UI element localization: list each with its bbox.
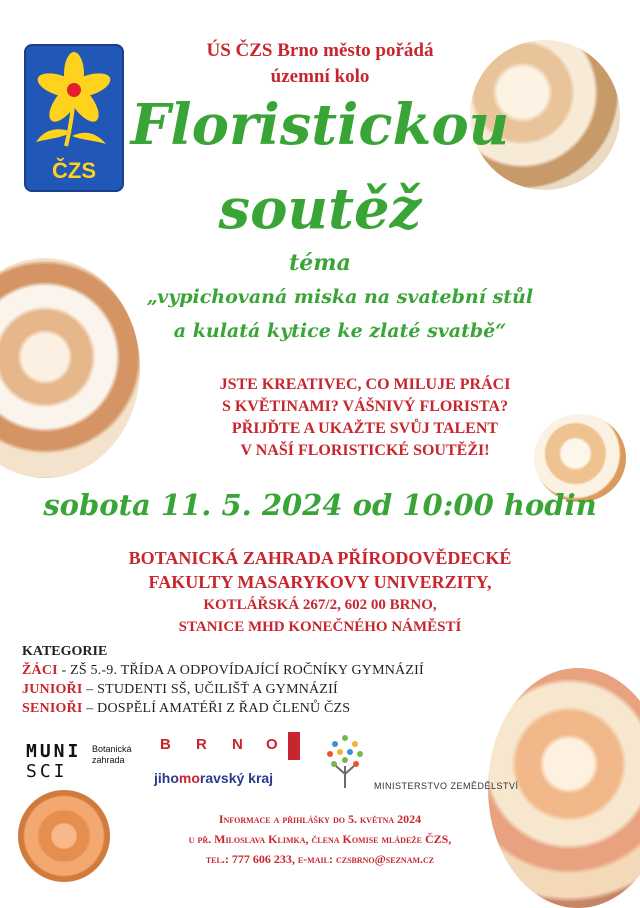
brno-letter: N (232, 736, 243, 753)
czs-logo (24, 44, 124, 192)
venue-line4: STANICE MHD KONEČNÉHO NÁMĚSTÍ (178, 619, 462, 635)
main-title-line2: soutěž (218, 176, 422, 242)
brno-red-bar (288, 732, 300, 760)
zahrada-text: zahrada (92, 755, 125, 765)
category-name: JUNIOŘI (22, 682, 83, 697)
round-line: územní kolo (270, 66, 370, 87)
venue-line3: KOTLÁŘSKÁ 267/2, 602 00 BRNO, (203, 597, 437, 613)
bouquet-bottom-left (18, 790, 110, 882)
theme-label: téma (289, 250, 351, 276)
footer-line1: Informace a přihlášky do 5. května 2024 (218, 812, 422, 826)
category-seniori (22, 701, 350, 717)
organizer-line: ÚS ČZS Brno město pořádá (206, 40, 434, 61)
main-title-line1: Floristickou (130, 92, 510, 158)
categories-heading: KATEGORIE (22, 644, 108, 659)
invite-line1: JSTE KREATIVEC, CO MILUJE PRÁCI (219, 376, 511, 393)
muni-text: MUNI (26, 741, 82, 762)
brno-logo (160, 732, 300, 760)
category-juniori (22, 682, 338, 698)
invite-line3: PŘIJĎTE A UKAŽTE SVŮJ TALENT (231, 420, 499, 437)
jiho-text: jiho (154, 770, 179, 786)
daffodil-icon (26, 46, 122, 156)
jihomoravsky-kraj-logo (154, 770, 273, 786)
category-desc: – DOSPĚLÍ AMATÉŘI Z ŘAD ČLENŮ ČZS (82, 701, 351, 716)
theme-line1: „vypichovaná miska na svatební stůl (146, 286, 534, 308)
ravsky-kraj-text: ravský kraj (199, 770, 274, 786)
brno-letter: O (266, 736, 278, 753)
category-desc: - ZŠ 5.-9. TŘÍDA A ODPOVÍDAJÍCÍ ROČNÍKY GYMNÁZIÍ (57, 663, 424, 678)
brno-letter: B (160, 736, 171, 753)
footer-line2: u př. Miloslava Klimka, člena Komise mládeže ČZS, (188, 832, 452, 846)
category-desc: – STUDENTI SŠ, UČILIŠŤ A GYMNÁZIÍ (82, 682, 338, 697)
botanicka-text: Botanická (92, 744, 132, 754)
theme-line2: a kulatá kytice ke zlaté svatbě“ (173, 320, 507, 342)
botanicka-zahrada-label (92, 744, 132, 766)
category-name: ŽÁCI (22, 663, 58, 678)
muni-sci-logo (26, 742, 81, 782)
invite-line4: V NAŠÍ FLORISTICKÉ SOUTĚŽI! (240, 442, 490, 459)
event-date: sobota 11. 5. 2024 od 10:00 hodin (43, 488, 597, 522)
category-zaci (22, 663, 424, 679)
ministry-label: MINISTERSTVO ZEMĚDĚLSTVÍ (374, 781, 519, 791)
venue-line2: FAKULTY MASARYKOVY UNIVERZITY, (148, 572, 492, 592)
logo-text: ČZS (52, 158, 96, 183)
ministry-tree-icon (320, 730, 370, 792)
venue-line1: BOTANICKÁ ZAHRADA PŘÍRODOVĚDECKÉ (128, 548, 512, 568)
brno-letter: R (196, 736, 207, 753)
category-name: SENIOŘI (22, 701, 83, 716)
mo-text: mo (178, 770, 200, 786)
footer-line3: tel.: 777 606 233, e-mail: czsbrno@seznam.cz (205, 852, 435, 866)
invite-line2: S KVĚTINAMI? VÁŠNIVÝ FLORISTA? (221, 398, 509, 415)
sci-text: SCI (26, 761, 68, 782)
